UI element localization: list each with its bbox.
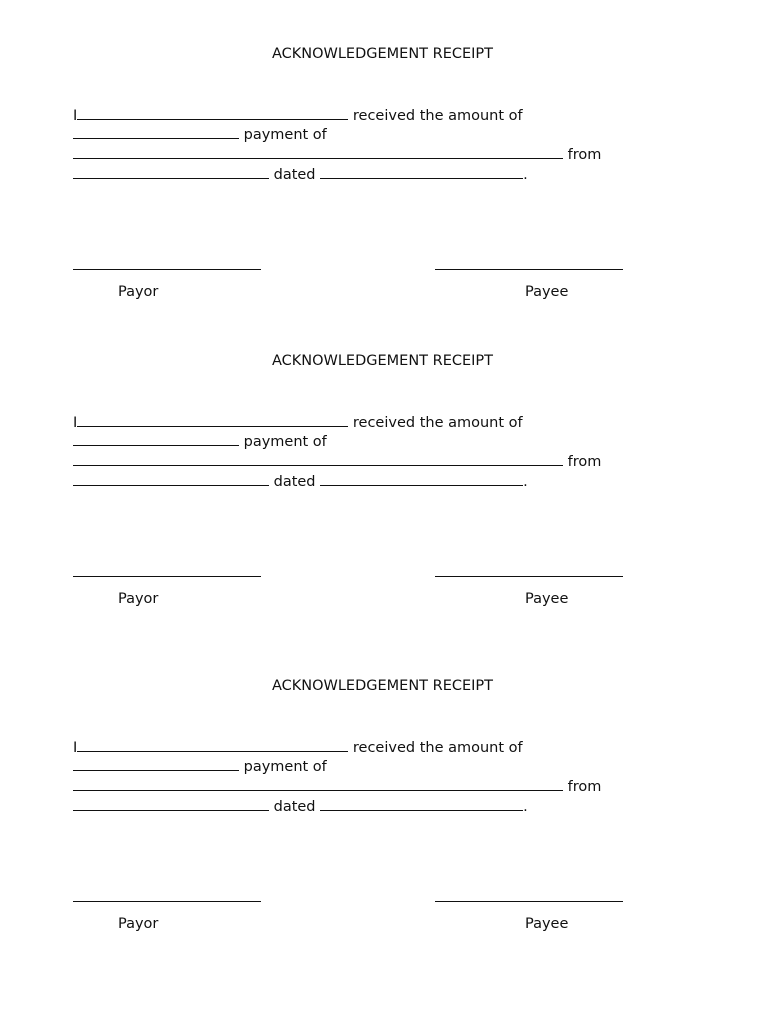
receipt-3: [0, 677, 768, 957]
receipt-line-4: [73, 164, 528, 184]
payee-label: Payee: [525, 591, 569, 607]
receiver-name-blank[interactable]: [77, 737, 348, 752]
receipt-line-2: [73, 756, 327, 776]
date-blank[interactable]: [320, 471, 523, 486]
receipt-line-3: [73, 144, 601, 164]
amount-blank[interactable]: [73, 124, 239, 139]
pronoun-i: I: [73, 415, 78, 431]
receipt-title: ACKNOWLEDGEMENT RECEIPT: [271, 678, 494, 694]
dated-text: dated: [269, 474, 321, 490]
period-text: .: [523, 167, 528, 183]
amount-blank[interactable]: [73, 431, 239, 446]
purpose-blank[interactable]: [73, 451, 563, 466]
receipt-line-4: [73, 796, 528, 816]
receipt-line-4: [73, 471, 528, 491]
payor-signature-line[interactable]: [73, 901, 261, 902]
payor-name-blank[interactable]: [73, 471, 269, 486]
period-text: .: [523, 799, 528, 815]
payor-signature-line[interactable]: [73, 576, 261, 577]
date-blank[interactable]: [320, 796, 523, 811]
received-amount-text: received the amount of: [348, 108, 523, 124]
payor-label: Payor: [118, 284, 159, 300]
receipt-line-1: [73, 737, 523, 757]
receiver-name-blank[interactable]: [77, 412, 348, 427]
from-text: from: [563, 147, 602, 163]
payment-of-text: payment of: [239, 434, 327, 450]
payee-label: Payee: [525, 284, 569, 300]
receipt-line-1: [73, 105, 523, 125]
dated-text: dated: [269, 799, 321, 815]
receipt-line-3: [73, 451, 601, 471]
receipt-title: ACKNOWLEDGEMENT RECEIPT: [271, 353, 494, 369]
payee-label: Payee: [525, 916, 569, 932]
period-text: .: [523, 474, 528, 490]
payor-label: Payor: [118, 591, 159, 607]
payee-signature-line[interactable]: [435, 269, 623, 270]
payment-of-text: payment of: [239, 127, 327, 143]
payee-signature-line[interactable]: [435, 576, 623, 577]
receipt-title: ACKNOWLEDGEMENT RECEIPT: [271, 46, 494, 62]
receipt-1: [0, 45, 768, 325]
receipt-line-1: [73, 412, 523, 432]
pronoun-i: I: [73, 740, 78, 756]
dated-text: dated: [269, 167, 321, 183]
amount-blank[interactable]: [73, 756, 239, 771]
payor-name-blank[interactable]: [73, 796, 269, 811]
payor-label: Payor: [118, 916, 159, 932]
received-amount-text: received the amount of: [348, 740, 523, 756]
purpose-blank[interactable]: [73, 776, 563, 791]
payment-of-text: payment of: [239, 759, 327, 775]
receipt-line-2: [73, 431, 327, 451]
receipt-line-2: [73, 124, 327, 144]
from-text: from: [563, 454, 602, 470]
receipt-2: [0, 352, 768, 632]
payee-signature-line[interactable]: [435, 901, 623, 902]
receipt-line-3: [73, 776, 601, 796]
from-text: from: [563, 779, 602, 795]
date-blank[interactable]: [320, 164, 523, 179]
pronoun-i: I: [73, 108, 78, 124]
receiver-name-blank[interactable]: [77, 105, 348, 120]
received-amount-text: received the amount of: [348, 415, 523, 431]
purpose-blank[interactable]: [73, 144, 563, 159]
payor-name-blank[interactable]: [73, 164, 269, 179]
payor-signature-line[interactable]: [73, 269, 261, 270]
